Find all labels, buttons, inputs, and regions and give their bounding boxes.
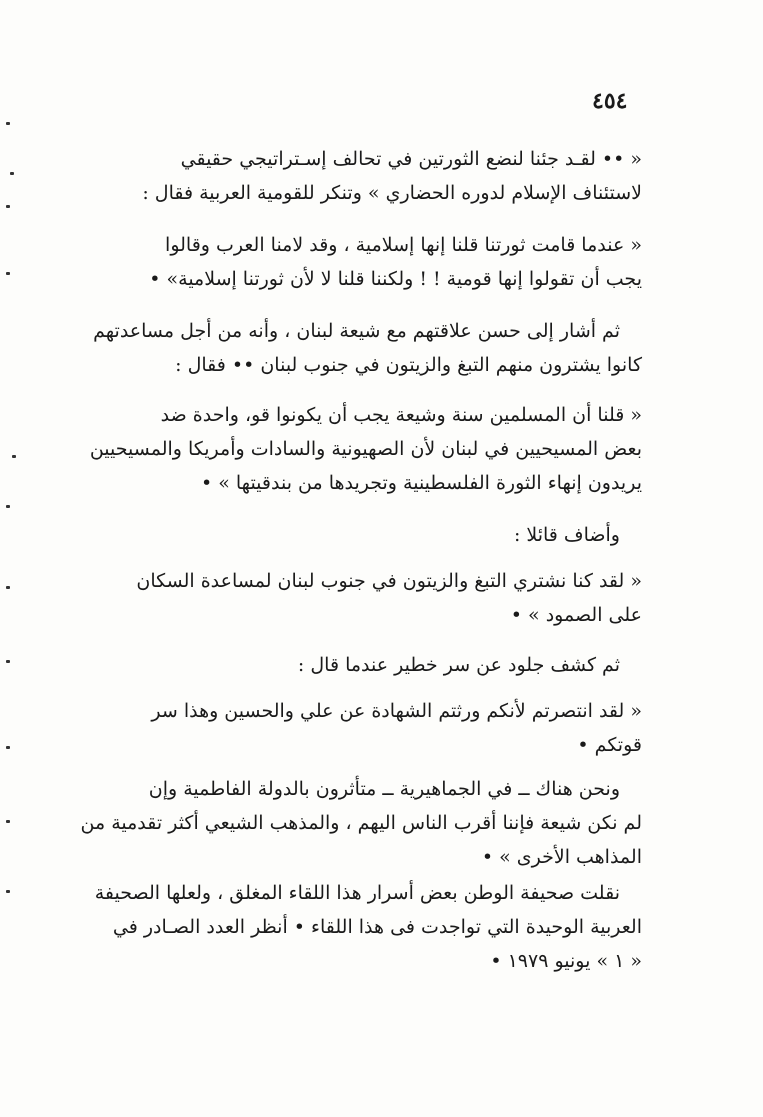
text-line: على الصمود » • <box>510 604 642 626</box>
text-line: « عندما قامت ثورتنا قلنا إنها إسلامية ، وقد لامنا العرب وقالوا <box>165 234 642 256</box>
text-line: ثم أشار إلى حسن علاقتهم مع شيعة لبنان ، وأنه من أجل مساعدتهم <box>93 320 620 342</box>
margin-mark <box>6 890 10 893</box>
page-number: ٤٥٤ <box>592 88 628 114</box>
text-line: « لقد كنا نشتري التبغ والزيتون في جنوب لبنان لمساعدة السكان <box>136 570 642 592</box>
paragraph <box>76 648 642 682</box>
margin-mark <box>6 122 10 125</box>
text-line: لم نكن شيعة فإننا أقرب الناس اليهم ، والمذهب الشيعي أكثر تقدمية من <box>80 812 642 834</box>
paragraph <box>76 694 642 762</box>
paragraph <box>76 398 642 500</box>
paragraph <box>76 142 642 210</box>
text-line: وأضاف قائلا : <box>513 524 620 546</box>
text-line: بعض المسيحيين في لبنان لأن الصهيونية والسادات وأمريكا والمسيحيين <box>89 438 642 460</box>
text-line: ثم كشف جلود عن سر خطير عندما قال : <box>297 654 620 676</box>
margin-mark <box>6 820 10 823</box>
text-line: « •• لقـد جئنا لنضع الثورتين في تحالف إسـتراتيجي حقيقي <box>180 148 642 170</box>
margin-mark <box>6 586 10 589</box>
text-line: قوتكم • <box>577 734 642 756</box>
text-line: المذاهب الأخرى » • <box>481 846 642 868</box>
paragraph <box>76 876 642 978</box>
text-line: يجب أن تقولوا إنها قومية ! ! ولكننا قلنا لا لأن ثورتنا إسلامية» • <box>149 268 642 290</box>
text-line: العربية الوحيدة التي تواجدت فى هذا اللقاء • أنظر العدد الصـادر في <box>112 916 642 938</box>
margin-mark <box>6 272 10 275</box>
margin-mark <box>6 505 10 508</box>
margin-mark <box>6 660 10 663</box>
text-line: لاستئناف الإسلام لدوره الحضاري » وتنكر للقومية العربية فقال : <box>142 182 642 204</box>
text-line: يريدون إنهاء الثورة الفلسطينية وتجريدها من بندقيتها » • <box>200 472 642 494</box>
paragraph <box>76 228 642 296</box>
margin-mark <box>10 172 14 175</box>
paragraph <box>76 314 642 382</box>
text-line: نقلت صحيفة الوطن بعض أسرار هذا اللقاء المغلق ، ولعلها الصحيفة <box>94 882 620 904</box>
text-line: كانوا يشترون منهم التبغ والزيتون في جنوب لبنان •• فقال : <box>175 354 642 376</box>
text-line: « لقد انتصرتم لأنكم ورثتم الشهادة عن علي والحسين وهذا سر <box>151 700 642 722</box>
text-line: « ١ » يونيو ١٩٧٩ • <box>490 950 642 972</box>
paragraph <box>76 564 642 632</box>
margin-mark <box>12 455 16 458</box>
margin-mark <box>6 746 10 749</box>
paragraph <box>76 518 642 552</box>
text-line: ونحن هناك ــ في الجماهيرية ــ متأثرون بالدولة الفاطمية وإن <box>148 778 620 800</box>
text-line: « قلنا أن المسلمين سنة وشيعة يجب أن يكونوا قو، واحدة ضد <box>160 404 642 426</box>
paragraph <box>76 772 642 874</box>
margin-mark <box>6 205 10 208</box>
